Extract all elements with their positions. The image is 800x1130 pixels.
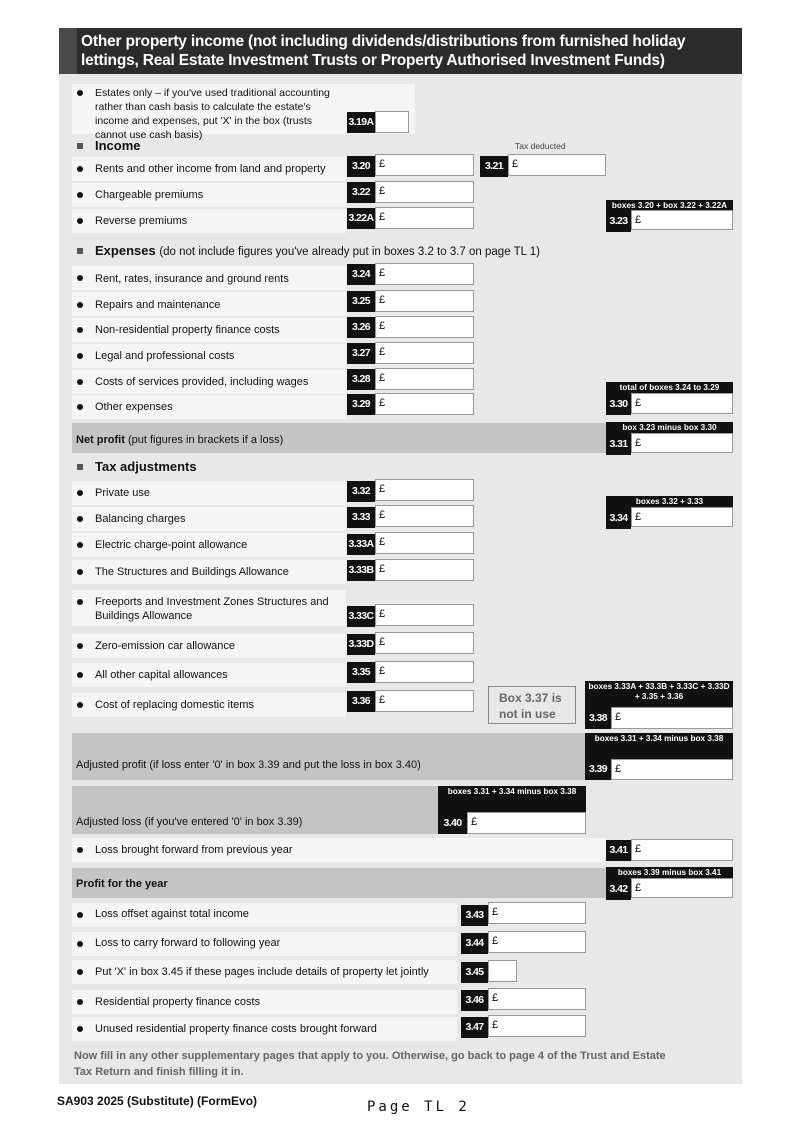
sba-label: The Structures and Buildings Allowance [95,566,289,578]
tax-deducted-label: Tax deducted [515,141,566,151]
loss-offset-label: Loss offset against total income [95,908,249,920]
expenses-heading [95,243,540,258]
box-number-3-43: 3.43 [461,905,488,926]
adjusted-loss-label: Adjusted loss (if you've entered '0' in box 3.39) [76,816,303,828]
reverse-label: Reverse premiums [95,215,188,227]
box-number-3-33b: 3.33B [347,560,375,581]
expense-label: Costs of services provided, including wages [95,376,309,388]
net-profit-label [76,434,283,446]
box-number-3-40: 3.40 [438,812,467,834]
box-3-37-not-in-use: Box 3.37 is not in use [488,686,576,724]
calc-label-3-34: boxes 3.32 + 3.33 [606,496,733,508]
box-3-22a-input[interactable]: £ [375,207,474,229]
box-3-38-input[interactable]: £ [611,707,733,729]
box-3-33b-input[interactable]: £ [375,559,474,581]
estates-label: Estates only – if you've used traditional accounting rather than cash basis to calculate the estate's income and expenses, put 'X' in the box (trusts cannot use cash basis) [95,87,330,141]
net-profit-note: (put figures in brackets if a loss) [127,434,284,446]
box-3-41-input[interactable]: £ [631,839,733,861]
box-number-3-39: 3.39 [585,759,611,780]
box-number-3-47: 3.47 [461,1017,488,1038]
box-number-3-30: 3.30 [606,394,631,415]
box-3-25-input[interactable]: £ [375,290,474,312]
box-number-3-33d: 3.33D [347,634,375,655]
box-number-3-29: 3.29 [347,394,375,415]
rents-label: Rents and other income from land and property [95,163,326,175]
bullet-icon [77,569,83,575]
box-3-47-input[interactable]: £ [488,1015,586,1037]
box-number-3-46: 3.46 [461,990,488,1011]
box-number-3-36: 3.36 [347,691,375,712]
box-3-39-input[interactable]: £ [611,759,733,780]
box-3-30-input[interactable]: £ [631,393,733,414]
box-number-3-20: 3.20 [347,156,375,177]
box-number-3-28: 3.28 [347,369,375,390]
expense-label: Repairs and maintenance [95,299,221,311]
box-3-33a-input[interactable]: £ [375,532,474,554]
box-3-36-input[interactable]: £ [375,690,474,712]
expense-label: Legal and professional costs [95,350,235,362]
box-3-22-input[interactable]: £ [375,181,474,203]
square-bullet-icon [77,143,83,149]
box-number-3-22: 3.22 [347,182,375,203]
footer-instruction: Now fill in any other supplementary pages that apply to you. Otherwise, go back to page 4 of the Trust and Estate Tax Return and finish filling it in. [74,1050,666,1078]
bullet-icon [77,275,83,281]
other-capital-label: All other capital allowances [95,669,228,681]
box-number-3-26: 3.26 [347,317,375,338]
box-3-32-input[interactable]: £ [375,479,474,501]
loss-bf-label: Loss brought forward from previous year [95,844,293,856]
box-3-46-input[interactable]: £ [488,988,586,1010]
bullet-icon [77,672,83,678]
box-3-33c-input[interactable]: £ [375,604,474,626]
expense-label: Rent, rates, insurance and ground rents [95,273,289,285]
box-3-19a-checkbox[interactable] [375,111,409,133]
loss-carry-label: Loss to carry forward to following year [95,937,281,949]
header-accent-bar [59,28,77,74]
box-3-35-input[interactable]: £ [375,661,474,683]
box-number-3-32: 3.32 [347,481,375,502]
expense-label: Other expenses [95,401,173,413]
private-use-label: Private use [95,487,151,499]
box-number-3-19a: 3.19A [347,112,375,133]
bullet-icon [77,847,83,853]
calc-label-3-31: box 3.23 minus box 3.30 [606,422,733,434]
box-number-3-24: 3.24 [347,264,375,285]
bullet-icon [77,702,83,708]
bullet-icon [77,166,83,172]
box-3-31-input[interactable]: £ [631,433,733,453]
bullet-icon [77,542,83,548]
box-3-21-input[interactable]: £ [508,154,606,176]
box-number-3-25: 3.25 [347,291,375,312]
box-number-3-22a: 3.22A [347,208,375,229]
bullet-icon [77,1026,83,1032]
premiums-label: Chargeable premiums [95,189,204,201]
bullet-icon [77,999,83,1005]
bullet-icon [77,404,83,410]
box-3-23-input[interactable]: £ [631,210,733,230]
freeports-label-line2: Buildings Allowance [95,610,193,622]
box-number-3-33c: 3.33C [347,606,375,627]
expense-label: Non-residential property finance costs [95,324,280,336]
box-3-45-checkbox[interactable] [488,960,517,982]
bullet-icon [77,192,83,198]
box-number-3-35: 3.35 [347,662,375,683]
box-3-44-input[interactable]: £ [488,931,586,953]
bullet-icon [77,599,83,605]
form-identifier: SA903 2025 (Substitute) (FormEvo) [57,1094,258,1108]
bullet-icon [77,490,83,496]
bullet-icon [77,912,83,918]
bullet-icon [77,516,83,522]
page-number: Page TL 2 [367,1099,470,1115]
residential-finance-label: Residential property finance costs [95,996,261,1008]
calc-label-3-30: total of boxes 3.24 to 3.29 [606,382,733,394]
box-3-33d-input[interactable]: £ [375,632,474,654]
box-number-3-21: 3.21 [480,156,508,177]
zero-emission-label: Zero-emission car allowance [95,640,235,652]
box-number-3-38: 3.38 [585,707,611,729]
domestic-items-label: Cost of replacing domestic items [95,699,254,711]
box-number-3-41: 3.41 [606,840,631,861]
bullet-icon [77,379,83,385]
tax-adjustments-heading: Tax adjustments [95,459,197,474]
profit-year-label: Profit for the year [76,878,168,890]
box-3-34-input[interactable]: £ [631,507,733,527]
box-number-3-33a: 3.33A [347,534,375,555]
calc-label-3-38: boxes 3.33A + 33.3B + 3.33C + 3.33D + 3.35 + 3.36 [585,681,733,707]
box-3-24-input[interactable]: £ [375,263,474,285]
box-3-42-input[interactable]: £ [631,878,733,898]
bullet-icon [77,353,83,359]
expenses-note: (do not include figures you've already put in boxes 3.2 to 3.7 on page TL 1) [159,246,540,258]
box-3-28-input[interactable]: £ [375,368,474,390]
bullet-icon [77,327,83,333]
net-profit-title: Net profit [76,434,125,446]
box-number-3-33: 3.33 [347,507,375,528]
bullet-icon [77,302,83,308]
calc-label-3-40: boxes 3.31 + 3.34 minus box 3.38 [438,786,586,812]
box-3-27-input[interactable]: £ [375,342,474,364]
box-number-3-42: 3.42 [606,879,631,900]
box-number-3-44: 3.44 [461,933,488,954]
section-header [59,28,742,74]
box-number-3-27: 3.27 [347,343,375,364]
box-3-40-input[interactable]: £ [467,812,586,834]
square-bullet-icon [77,248,83,254]
bullet-icon [77,643,83,649]
page-title: Other property income (not including dividends/distributions from furnished holiday lettings, Real Estate Investment Trusts or Property Authorised Investment Funds) [81,33,686,69]
adjusted-profit-label: Adjusted profit (if loss enter '0' in box 3.39 and put the loss in box 3.40) [76,759,421,771]
box-number-3-31: 3.31 [606,434,631,455]
box-3-33-input[interactable]: £ [375,505,474,527]
bullet-icon [77,90,83,96]
box-number-3-34: 3.34 [606,508,631,529]
box-3-29-input[interactable]: £ [375,393,474,415]
adjusted-profit-band [72,733,585,780]
box-number-3-23: 3.23 [606,211,631,232]
box-3-43-input[interactable]: £ [488,902,586,924]
bullet-icon [77,941,83,947]
box-number-3-45: 3.45 [461,962,488,983]
income-heading: Income [95,138,141,153]
balancing-label: Balancing charges [95,513,186,525]
calc-label-3-42: boxes 3.39 minus box 3.41 [606,867,733,879]
jointly-label: Put 'X' in box 3.45 if these pages include details of property let jointly [95,966,429,978]
unused-finance-label: Unused residential property finance costs brought forward [95,1023,377,1035]
box-3-26-input[interactable]: £ [375,316,474,338]
bullet-icon [77,969,83,975]
bullet-icon [77,218,83,224]
square-bullet-icon [77,464,83,470]
expenses-title: Expenses [95,243,156,258]
calc-label-3-39: boxes 3.31 + 3.34 minus box 3.38 [585,733,733,759]
electric-label: Electric charge-point allowance [95,539,248,551]
calc-label-3-23: boxes 3.20 + box 3.22 + 3.22A [606,200,733,211]
box-3-20-input[interactable]: £ [375,154,474,176]
freeports-label-line1: Freeports and Investment Zones Structures and [95,596,329,608]
